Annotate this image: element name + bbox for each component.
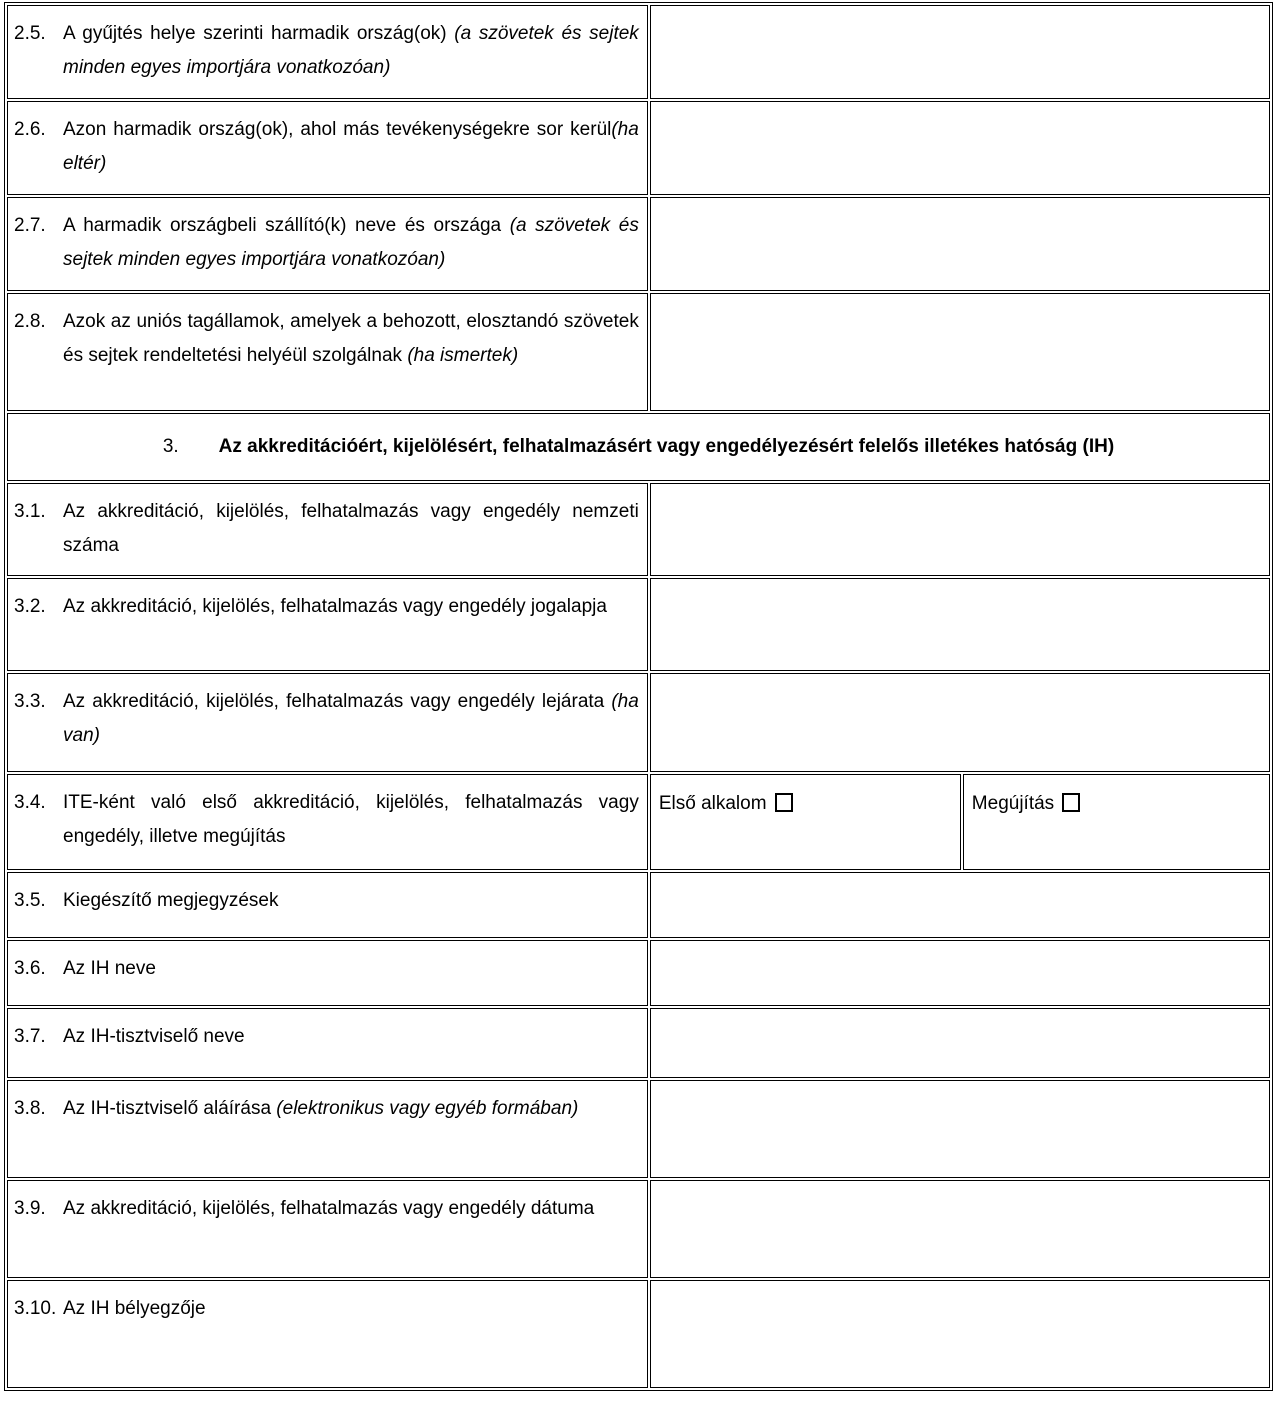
row-text-main: Az IH-tisztviselő neve: [63, 1026, 245, 1047]
row-text-main: ITE-ként való első akkreditáció, kijelölés, felhatalmazás vagy engedély, illetve megújítás: [63, 792, 639, 847]
first-time-option-cell: [650, 774, 961, 870]
row-number: 3.10.: [14, 1298, 57, 1319]
row-label-cell: [7, 940, 648, 1006]
table-row: [7, 578, 1270, 671]
row-label-cell: [7, 1180, 648, 1278]
row-text-main: Az IH-tisztviselő aláírása: [63, 1098, 277, 1119]
renewal-label: Megújítás: [971, 793, 1055, 814]
value-cell: [650, 5, 1270, 99]
value-cell: [650, 1280, 1270, 1388]
row-text: [63, 1192, 639, 1226]
table-row: [7, 673, 1270, 772]
row-number: 3.6.: [14, 958, 46, 979]
table-row: [7, 940, 1270, 1006]
table-row: [7, 1180, 1270, 1278]
row-label-cell: [7, 293, 648, 411]
row-text-main: Azon harmadik ország(ok), ahol más tevékenységekre sor kerül: [63, 119, 612, 140]
row-number: 2.7.: [14, 215, 46, 236]
row-number: 3.2.: [14, 596, 46, 617]
table-row: [7, 293, 1270, 411]
row-label-cell: [7, 1080, 648, 1178]
row-label-cell: [7, 774, 648, 870]
renewal-checkbox[interactable]: [1062, 793, 1080, 812]
row-text-main: Az akkreditáció, kijelölés, felhatalmazás vagy engedély lejárata: [63, 691, 612, 712]
table-row: [7, 197, 1270, 291]
row-text-main: Az IH bélyegzője: [63, 1298, 206, 1319]
document-page: [4, 2, 1273, 1391]
row-label-cell: [7, 483, 648, 576]
table-row: [7, 774, 1270, 870]
value-cell: [650, 1180, 1270, 1278]
row-label-cell: [7, 5, 648, 99]
first-time-checkbox[interactable]: [775, 793, 793, 812]
value-cell: [650, 197, 1270, 291]
row-text-main: Az akkreditáció, kijelölés, felhatalmazás vagy engedély dátuma: [63, 1198, 595, 1219]
first-time-label: Első alkalom: [658, 793, 767, 814]
row-label-cell: [7, 673, 648, 772]
row-label-cell: [7, 101, 648, 195]
value-cell: [650, 940, 1270, 1006]
value-cell: [650, 483, 1270, 576]
table-row: [7, 483, 1270, 576]
table-row: [7, 5, 1270, 99]
row-label-cell: [7, 872, 648, 938]
row-text: [63, 884, 639, 918]
row-number: 3.5.: [14, 890, 46, 911]
value-cell: [650, 872, 1270, 938]
row-text-main: Azok az uniós tagállamok, amelyek a behozott, elosztandó szövetek és sejtek rendeltetési helyéül szolgálnak: [63, 311, 639, 366]
table-row: [7, 101, 1270, 195]
row-label-cell: [7, 1280, 648, 1388]
row-text: [63, 786, 639, 854]
table-row: [7, 872, 1270, 938]
form-table: [4, 2, 1273, 1391]
row-text: [63, 495, 639, 563]
row-number: 3.4.: [14, 792, 46, 813]
row-label-cell: [7, 578, 648, 671]
row-text: [63, 685, 639, 753]
row-text: [63, 113, 639, 181]
row-label-cell: [7, 1008, 648, 1078]
value-cell: [650, 1080, 1270, 1178]
row-number: 3.1.: [14, 501, 46, 522]
value-cell: [650, 1008, 1270, 1078]
row-number: 3.9.: [14, 1198, 46, 1219]
row-text: [63, 209, 639, 277]
table-row: [7, 1008, 1270, 1078]
row-text-main: Kiegészítő megjegyzések: [63, 890, 279, 911]
row-text-note: (ha eltér): [63, 119, 639, 174]
row-text: [63, 952, 639, 986]
value-cell: [650, 673, 1270, 772]
section-header-row: [7, 413, 1270, 481]
row-text-note: (a szövetek és sejtek minden egyes importjára vonatkozóan): [63, 215, 639, 270]
row-text-main: Az IH neve: [63, 958, 156, 979]
row-text-note: (ha van): [63, 691, 639, 746]
row-number: 3.3.: [14, 691, 46, 712]
row-number: 2.6.: [14, 119, 46, 140]
row-text-main: Az akkreditáció, kijelölés, felhatalmazás vagy engedély jogalapja: [63, 596, 607, 617]
section-number: 3.: [162, 436, 179, 457]
table-row: [7, 1080, 1270, 1178]
value-cell: [650, 101, 1270, 195]
row-text-note: (elektronikus vagy egyéb formában): [276, 1098, 579, 1119]
renewal-option-cell: [963, 774, 1270, 870]
table-row: [7, 1280, 1270, 1388]
row-text: [63, 1292, 639, 1326]
row-text: [63, 17, 639, 85]
row-text-note: (a szövetek és sejtek minden egyes importjára vonatkozóan): [63, 23, 639, 78]
value-cell: [650, 578, 1270, 671]
row-label-cell: [7, 197, 648, 291]
row-number: 3.8.: [14, 1098, 46, 1119]
row-text-main: Az akkreditáció, kijelölés, felhatalmazás vagy engedély nemzeti száma: [63, 501, 639, 556]
row-text: [63, 590, 639, 624]
row-number: 2.5.: [14, 23, 46, 44]
section-title: Az akkreditációért, kijelölésért, felhatalmazásért vagy engedélyezésért felelős illetékes hatóság (IH): [218, 436, 1115, 457]
row-text: [63, 1092, 639, 1126]
value-cell: [650, 293, 1270, 411]
row-text-note: (ha ismertek): [407, 345, 519, 366]
row-text-main: A harmadik országbeli szállító(k) neve és országa: [63, 215, 510, 236]
row-number: 3.7.: [14, 1026, 46, 1047]
row-number: 2.8.: [14, 311, 46, 332]
row-text: [63, 1020, 639, 1054]
section-header-cell: [7, 413, 1270, 481]
row-text-main: A gyűjtés helye szerinti harmadik ország(ok): [63, 23, 455, 44]
row-text: [63, 305, 639, 373]
